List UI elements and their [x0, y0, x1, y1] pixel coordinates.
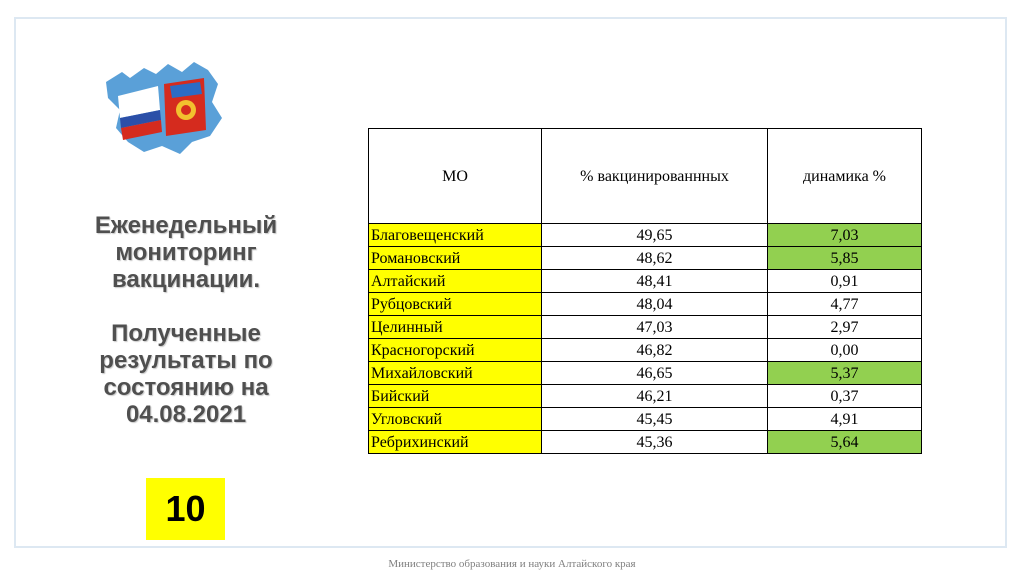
mo-name-cell: Угловский	[369, 408, 542, 431]
vaccinated-percent-cell: 46,65	[542, 362, 768, 385]
mo-name-cell: Ребрихинский	[369, 431, 542, 454]
dynamics-cell: 5,64	[768, 431, 922, 454]
dynamics-cell: 0,00	[768, 339, 922, 362]
dynamics-cell: 0,37	[768, 385, 922, 408]
mo-name-cell: Благовещенский	[369, 224, 542, 247]
column-header-dynamics: динамика %	[768, 129, 922, 224]
subtitle-line: состоянию на	[103, 374, 269, 401]
mo-name-cell: Михайловский	[369, 362, 542, 385]
dynamics-cell: 5,85	[768, 247, 922, 270]
mo-name-cell: Красногорский	[369, 339, 542, 362]
vaccinated-percent-cell: 47,03	[542, 316, 768, 339]
mo-name-cell: Романовский	[369, 247, 542, 270]
mo-name-cell: Целинный	[369, 316, 542, 339]
title-line: Еженедельный	[94, 212, 278, 239]
dynamics-cell: 0,91	[768, 270, 922, 293]
table-row	[369, 293, 922, 316]
slide-number-badge: 10	[146, 478, 225, 540]
vaccinated-percent-cell: 48,04	[542, 293, 768, 316]
slide-title-block	[86, 212, 286, 428]
column-header-percent: % вакцинированнных	[542, 129, 768, 224]
mo-name-cell: Рубцовский	[369, 293, 542, 316]
footer-text: Министерство образования и науки Алтайского края	[388, 558, 636, 570]
column-header-mo: МО	[369, 129, 542, 224]
altai-region-flag-logo	[100, 58, 226, 156]
dynamics-cell: 4,91	[768, 408, 922, 431]
table-row	[369, 362, 922, 385]
vaccinated-percent-cell: 46,82	[542, 339, 768, 362]
title-line: мониторинг	[115, 239, 257, 266]
dynamics-cell: 4,77	[768, 293, 922, 316]
table-row	[369, 385, 922, 408]
title-line: вакцинации.	[111, 266, 261, 293]
table-row	[369, 408, 922, 431]
table-row	[369, 270, 922, 293]
table-row	[369, 316, 922, 339]
subtitle-line: Полученные	[111, 320, 261, 347]
vaccinated-percent-cell: 45,36	[542, 431, 768, 454]
vaccinated-percent-cell: 48,62	[542, 247, 768, 270]
vaccinated-percent-cell: 49,65	[542, 224, 768, 247]
subtitle-line: 04.08.2021	[125, 401, 247, 428]
mo-name-cell: Алтайский	[369, 270, 542, 293]
dynamics-cell: 2,97	[768, 316, 922, 339]
vaccination-table	[368, 128, 922, 454]
vaccinated-percent-cell: 45,45	[542, 408, 768, 431]
vaccinated-percent-cell: 46,21	[542, 385, 768, 408]
dynamics-cell: 5,37	[768, 362, 922, 385]
table-row	[369, 431, 922, 454]
table-row	[369, 247, 922, 270]
vaccinated-percent-cell: 48,41	[542, 270, 768, 293]
mo-name-cell: Бийский	[369, 385, 542, 408]
table-row	[369, 224, 922, 247]
subtitle-line: результаты по	[99, 347, 273, 374]
dynamics-cell: 7,03	[768, 224, 922, 247]
table-header-row	[369, 129, 922, 224]
table-row	[369, 339, 922, 362]
